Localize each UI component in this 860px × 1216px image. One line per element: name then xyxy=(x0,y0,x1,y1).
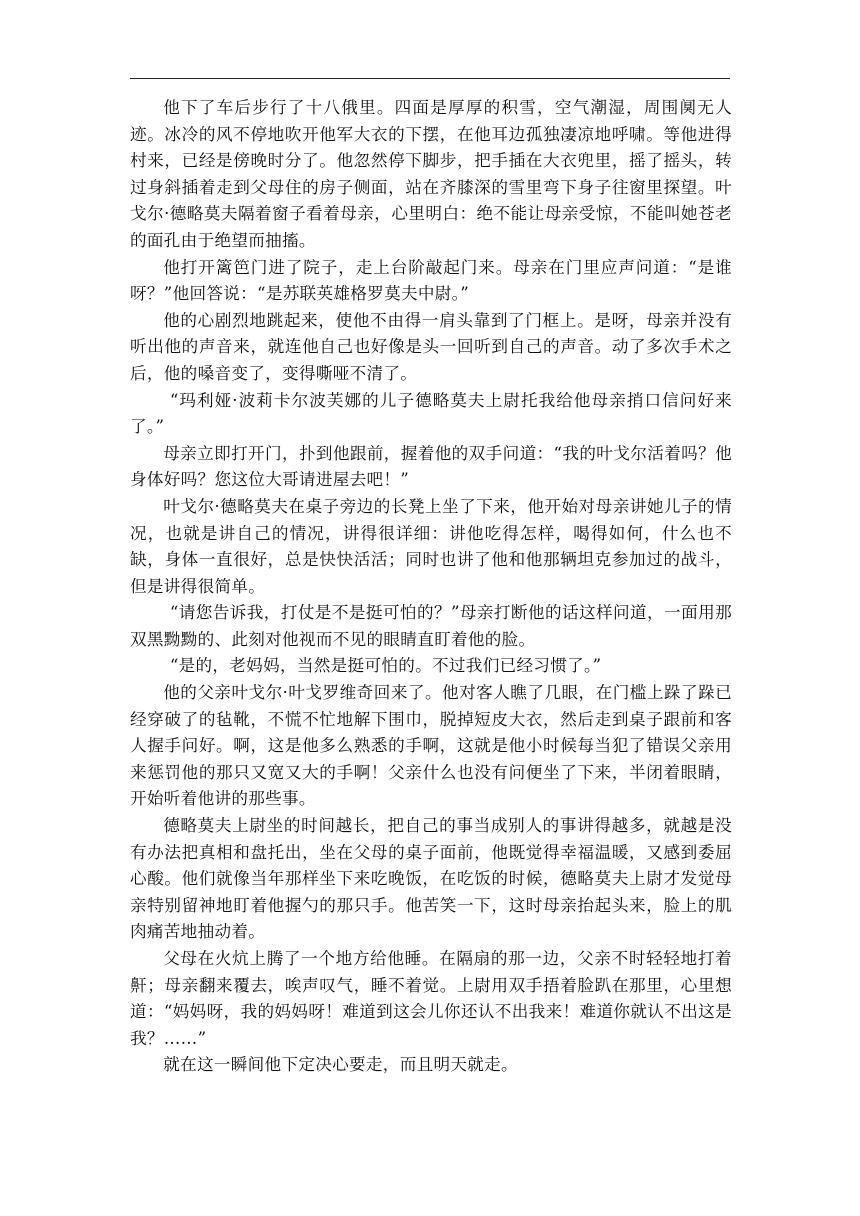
paragraph: “玛利娅·波莉卡尔波芙娜的儿子德略莫夫上尉托我给他母亲捎口信问好来了。” xyxy=(130,390,732,437)
paragraph: “请您告诉我，打仗是不是挺可怕的？”母亲打断他的话这样问道，一面用那双黑黝黝的、此刻对他视而不见的眼睛直盯着他的脸。 xyxy=(130,603,732,649)
paragraph: 他打开篱笆门进了院子，走上台阶敲起门来。母亲在门里应声问道：“是谁呀？”他回答说：“是苏联英雄格罗莫夫中尉。” xyxy=(130,257,732,304)
paragraph: “是的，老妈妈，当然是挺可怕的。不过我们已经习惯了。” xyxy=(169,656,602,676)
paragraph: 他下了车后步行了十八俄里。四面是厚厚的积雪，空气潮湿，周围阒无人迹。冰冷的风不停地吹开他军大衣的下摆，在他耳边孤独凄凉地呼啸。等他进得村来，已经是傍晚时分了。他忽然停下脚步，把手插在大衣兜里，摇了摇头，转过身斜插着走到父母住的房子侧面，站在齐膝深的雪里弯下身子往窗里探望。叶戈尔·德略莫夫隔着窗子看着母亲，心里明白：绝不能让母亲受惊，不能叫她苍老的面孔由于绝望而抽搐。 xyxy=(130,98,732,250)
paragraph: 就在这一瞬间他下定决心要走，而且明天就走。 xyxy=(163,1055,518,1075)
paragraph: 他的父亲叶戈尔·叶戈罗维奇回来了。他对客人瞧了几眼，在门槛上跺了跺已经穿破了的毡靴，不慌不忙地解下围巾，脱掉短皮大衣，然后走到桌子跟前和客人握手问好。啊，这是他多么熟悉的手啊，这就是他小时候每当犯了错误父亲用来惩罚他的那只又宽又大的手啊！父亲什么也没有问便坐了下来，半闭着眼睛，开始听着他讲的那些事。 xyxy=(130,683,732,809)
header-rule xyxy=(130,78,730,79)
story-text xyxy=(130,95,732,1079)
paragraph: 他的心剧烈地跳起来，使他不由得一肩头靠到了门框上。是呀，母亲并没有听出他的声音来，就连他自己也好像是头一回听到自己的声音。动了多次手术之后，他的嗓音变了，变得嘶哑不清了。 xyxy=(130,310,732,383)
paragraph: 德略莫夫上尉坐的时间越长，把自己的事当成别人的事讲得越多，就越是没有办法把真相和盘托出，坐在父母的桌子面前，他既觉得幸福温暖，又感到委屈心酸。他们就像当年那样坐下来吃晚饭，在吃饭的时候，德略莫夫上尉才发觉母亲特别留神地盯着他握勺的那只手。他苦笑一下，这时母亲抬起头来，脸上的肌肉痛苦地抽动着。 xyxy=(130,816,732,942)
paragraph: 母亲立即打开门，扑到他跟前，握着他的双手问道：“我的叶戈尔活着吗？他身体好吗？您这位大哥请进屋去吧！” xyxy=(130,443,732,490)
paragraph: 叶戈尔·德略莫夫在桌子旁边的长凳上坐了下来，他开始对母亲讲她儿子的情况，也就是讲自己的情况，讲得很详细：讲他吃得怎样，喝得如何，什么也不缺，身体一直很好，总是快快活活；同时也讲了他和他那辆坦克参加过的战斗，但是讲得很简单。 xyxy=(130,496,732,596)
paragraph: 父母在火炕上腾了一个地方给他睡。在隔扇的那一边，父亲不时轻轻地打着鼾；母亲翻来覆去，唉声叹气，睡不着觉。上尉用双手捂着脸趴在那里，心里想道：“妈妈呀，我的妈妈呀！难道到这会儿你还认不出我来！难道你就认不出这是我？……” xyxy=(130,949,732,1048)
